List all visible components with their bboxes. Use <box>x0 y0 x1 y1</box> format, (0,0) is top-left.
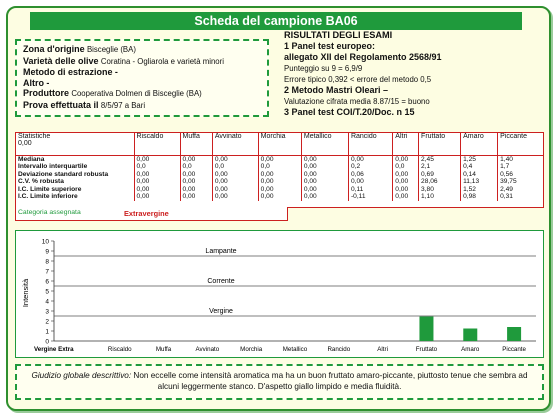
table-cell: 0,00 <box>134 171 180 179</box>
column-header: Morchia <box>258 133 301 155</box>
column-header: Altri <box>393 133 419 155</box>
column-header: Metallico <box>301 133 348 155</box>
table-cell: 0,00 <box>301 178 348 186</box>
y-tick-label: 0 <box>45 338 49 346</box>
table-cell: 2,45 <box>419 155 461 163</box>
origin-label: Zona d'origine <box>23 44 85 54</box>
category-label: Riscaldo <box>107 346 132 353</box>
column-header: Avvinato <box>212 133 258 155</box>
y-tick-label: 10 <box>41 238 49 246</box>
bar-piccante <box>507 327 521 341</box>
table-cell: 0,00 <box>301 155 348 163</box>
table-cell: 0,31 <box>500 193 513 201</box>
origin-label: Produttore <box>23 88 69 99</box>
column-header: Fruttato <box>419 133 461 155</box>
bar-fruttato <box>419 317 433 342</box>
y-tick-label: 6 <box>45 278 49 286</box>
table-cell: 0,00 <box>180 171 212 179</box>
page-title: Scheda del campione BA06 <box>30 12 522 30</box>
table-cell: 1,52 <box>461 186 498 194</box>
table-cell: 0,00 <box>180 155 212 163</box>
y-tick-label: 2 <box>45 318 49 326</box>
judgement-text: Non eccelle come intensità aromatica ma ha un buon fruttato amaro-piccante, piuttosto tenue che sembra ad alcuni leggermente stanco. D'aspetto giallo limpido e media fluidità. <box>133 371 528 391</box>
table-cell: 0,2 <box>348 163 392 171</box>
origin-label: Varietà delle olive <box>23 55 99 66</box>
category-label: Vergine Extra <box>34 346 74 353</box>
valuation-text: Valutazione cifrata media 8.87/15 = buono <box>284 97 430 106</box>
category-label: Avvinato <box>195 346 220 353</box>
y-tick-label: 9 <box>45 248 49 256</box>
table-row <box>16 163 543 171</box>
table-cell: 0,0 <box>180 163 212 171</box>
table-cell: 0,0 <box>258 163 301 171</box>
table-cell: 0,00 <box>301 163 348 171</box>
table-cell: 0,00 <box>258 155 301 163</box>
origin-row <box>23 67 261 78</box>
table-cell: 0,00 <box>393 186 419 194</box>
origin-row <box>23 78 261 89</box>
origin-value: Cooperativa Dolmen di Bisceglie (BA) <box>71 89 202 99</box>
corner-label: Statistiche <box>18 133 51 140</box>
table-cell: 1,40 <box>500 155 513 163</box>
table-cell: 0,00 <box>212 178 258 186</box>
table-cell: 0,00 <box>212 155 258 163</box>
y-tick-label: 7 <box>45 268 49 276</box>
row-label: Intervallo interquartile <box>16 163 134 171</box>
category-label: Categoria assegnata <box>18 209 81 216</box>
table-row <box>16 155 543 163</box>
judgement-label: Giudizio globale descrittivo: <box>31 371 132 380</box>
origin-label: Altro <box>23 77 44 88</box>
origin-value: Coratina - Ogliarola e varietà minori <box>100 56 224 66</box>
y-tick-label: 4 <box>45 298 49 306</box>
table-cell: 3,80 <box>419 186 461 194</box>
panel1-reference: allegato XII del Regolamento 2568/91 <box>284 52 442 62</box>
y-tick-label: 8 <box>45 258 49 266</box>
table-cell: 11,13 <box>461 178 498 186</box>
y-tick-label: 3 <box>45 308 49 316</box>
table-cell: 0,00 <box>134 155 180 163</box>
statistics-corner <box>16 133 134 155</box>
origin-row <box>23 100 261 112</box>
table-cell: 0,00 <box>134 186 180 194</box>
column-header: Piccante <box>498 133 543 155</box>
origin-value: 8/5/97 a Bari <box>100 100 146 110</box>
row-label: I.C. Limite inferiore <box>16 193 134 201</box>
y-tick-label: 5 <box>45 288 49 296</box>
column-header: Amaro <box>461 133 498 155</box>
threshold-label: Corrente <box>207 278 235 285</box>
table-cell: 0,00 <box>258 178 301 186</box>
origin-row <box>23 44 261 56</box>
results-heading: RISULTATI DEGLI ESAMI <box>284 30 393 40</box>
table-cell: 0,00 <box>348 155 392 163</box>
table-cell: 0,0 <box>212 163 258 171</box>
row-label: I.C. Limite superiore <box>16 186 134 194</box>
table-cell: 0,00 <box>134 178 180 186</box>
category-value: Extravergine <box>124 209 169 218</box>
table-cell: 28,06 <box>419 178 461 186</box>
table-cell: 0,0 <box>134 163 180 171</box>
category-label: Morchia <box>240 346 263 353</box>
category-label: Altri <box>377 346 388 353</box>
table-cell: 0,00 <box>301 186 348 194</box>
category-label: Piccante <box>502 346 526 353</box>
statistics-header-row <box>16 133 543 155</box>
origin-label: Prova effettuata il <box>23 99 99 110</box>
table-cell: 0,11 <box>348 186 392 194</box>
table-cell: 0,00 <box>393 178 419 186</box>
table-cell: 0,00 <box>180 193 212 201</box>
table-cell: 0,00 <box>212 193 258 201</box>
table-cell: 1,10 <box>419 193 461 201</box>
table-cell: 1,7 <box>500 163 510 171</box>
intensity-chart <box>15 230 544 358</box>
row-label: Mediana <box>16 155 134 163</box>
table-cell: 2,1 <box>419 163 461 171</box>
table-cell: 0,00 <box>393 193 419 201</box>
origin-value: - <box>114 67 118 78</box>
judgement-box <box>15 364 544 400</box>
row-label: C.V. % robusta <box>16 178 134 186</box>
table-cell: 0,00 <box>258 186 301 194</box>
column-header: Riscaldo <box>134 133 180 155</box>
origin-row <box>23 88 261 100</box>
y-tick-label: 1 <box>45 328 49 336</box>
corner-value: 0,00 <box>18 140 32 147</box>
column-header: Muffa <box>180 133 212 155</box>
table-cell: 0,00 <box>393 171 419 179</box>
table-cell: 1,25 <box>461 155 498 163</box>
table-cell: 0,00 <box>348 178 392 186</box>
table-cell: 0,69 <box>419 171 461 179</box>
table-cell: 2,49 <box>500 185 513 193</box>
category-label: Rancido <box>327 346 351 353</box>
category-label: Fruttato <box>415 346 438 353</box>
column-header: Rancido <box>348 133 392 155</box>
table-cell: 0,00 <box>301 171 348 179</box>
table-cell: 0,00 <box>212 171 258 179</box>
table-cell: 0,00 <box>134 193 180 201</box>
error-text: Errore tipico 0,392 < errore del metodo 0,5 <box>284 75 432 84</box>
table-cell: 0,00 <box>258 171 301 179</box>
statistics-table <box>15 132 544 208</box>
table-cell: 0,0 <box>393 163 419 171</box>
table-cell: 0,00 <box>301 193 348 201</box>
panel3-title: 3 Panel test COI/T.20/Doc. n 15 <box>284 107 415 117</box>
category-label: Muffa <box>155 346 172 353</box>
bar-amaro <box>463 329 477 342</box>
category-row <box>15 207 288 221</box>
y-axis-label: Intensità <box>21 278 30 308</box>
table-cell: 0,4 <box>461 163 498 171</box>
intensity-chart-svg <box>16 231 545 359</box>
table-cell: 0,00 <box>212 186 258 194</box>
table-row <box>16 171 543 179</box>
table-cell: 0,00 <box>180 178 212 186</box>
results-section <box>284 30 544 130</box>
category-label: Metallico <box>282 346 308 353</box>
origin-info-box <box>15 39 269 117</box>
table-cell: -0,11 <box>348 193 392 201</box>
origin-row <box>23 56 261 68</box>
category-label: Amaro <box>461 346 480 353</box>
table-cell: 0,00 <box>258 193 301 201</box>
score-text: Punteggio su 9 = 6,9/9 <box>284 64 363 73</box>
threshold-label: Vergine <box>209 308 233 315</box>
table-cell: 0,98 <box>461 193 498 201</box>
table-row <box>16 193 543 201</box>
table-cell: 0,14 <box>461 171 498 179</box>
panel2-title: 2 Metodo Mastri Oleari – <box>284 85 389 95</box>
table-cell: 0,06 <box>348 171 392 179</box>
table-cell: 0,00 <box>180 186 212 194</box>
origin-label: Metodo di estrazione <box>23 67 113 78</box>
threshold-label: Lampante <box>205 248 237 255</box>
table-cell: 0,56 <box>500 170 513 178</box>
table-row <box>16 186 543 194</box>
table-row <box>16 178 543 186</box>
row-label: Deviazione standard robusta <box>16 171 134 179</box>
origin-value: - <box>46 77 50 88</box>
table-cell: 39,75 <box>500 178 517 186</box>
table-cell: 0,00 <box>393 155 419 163</box>
origin-value: Bisceglie (BA) <box>86 45 136 54</box>
panel1-title: 1 Panel test europeo: <box>284 41 376 51</box>
